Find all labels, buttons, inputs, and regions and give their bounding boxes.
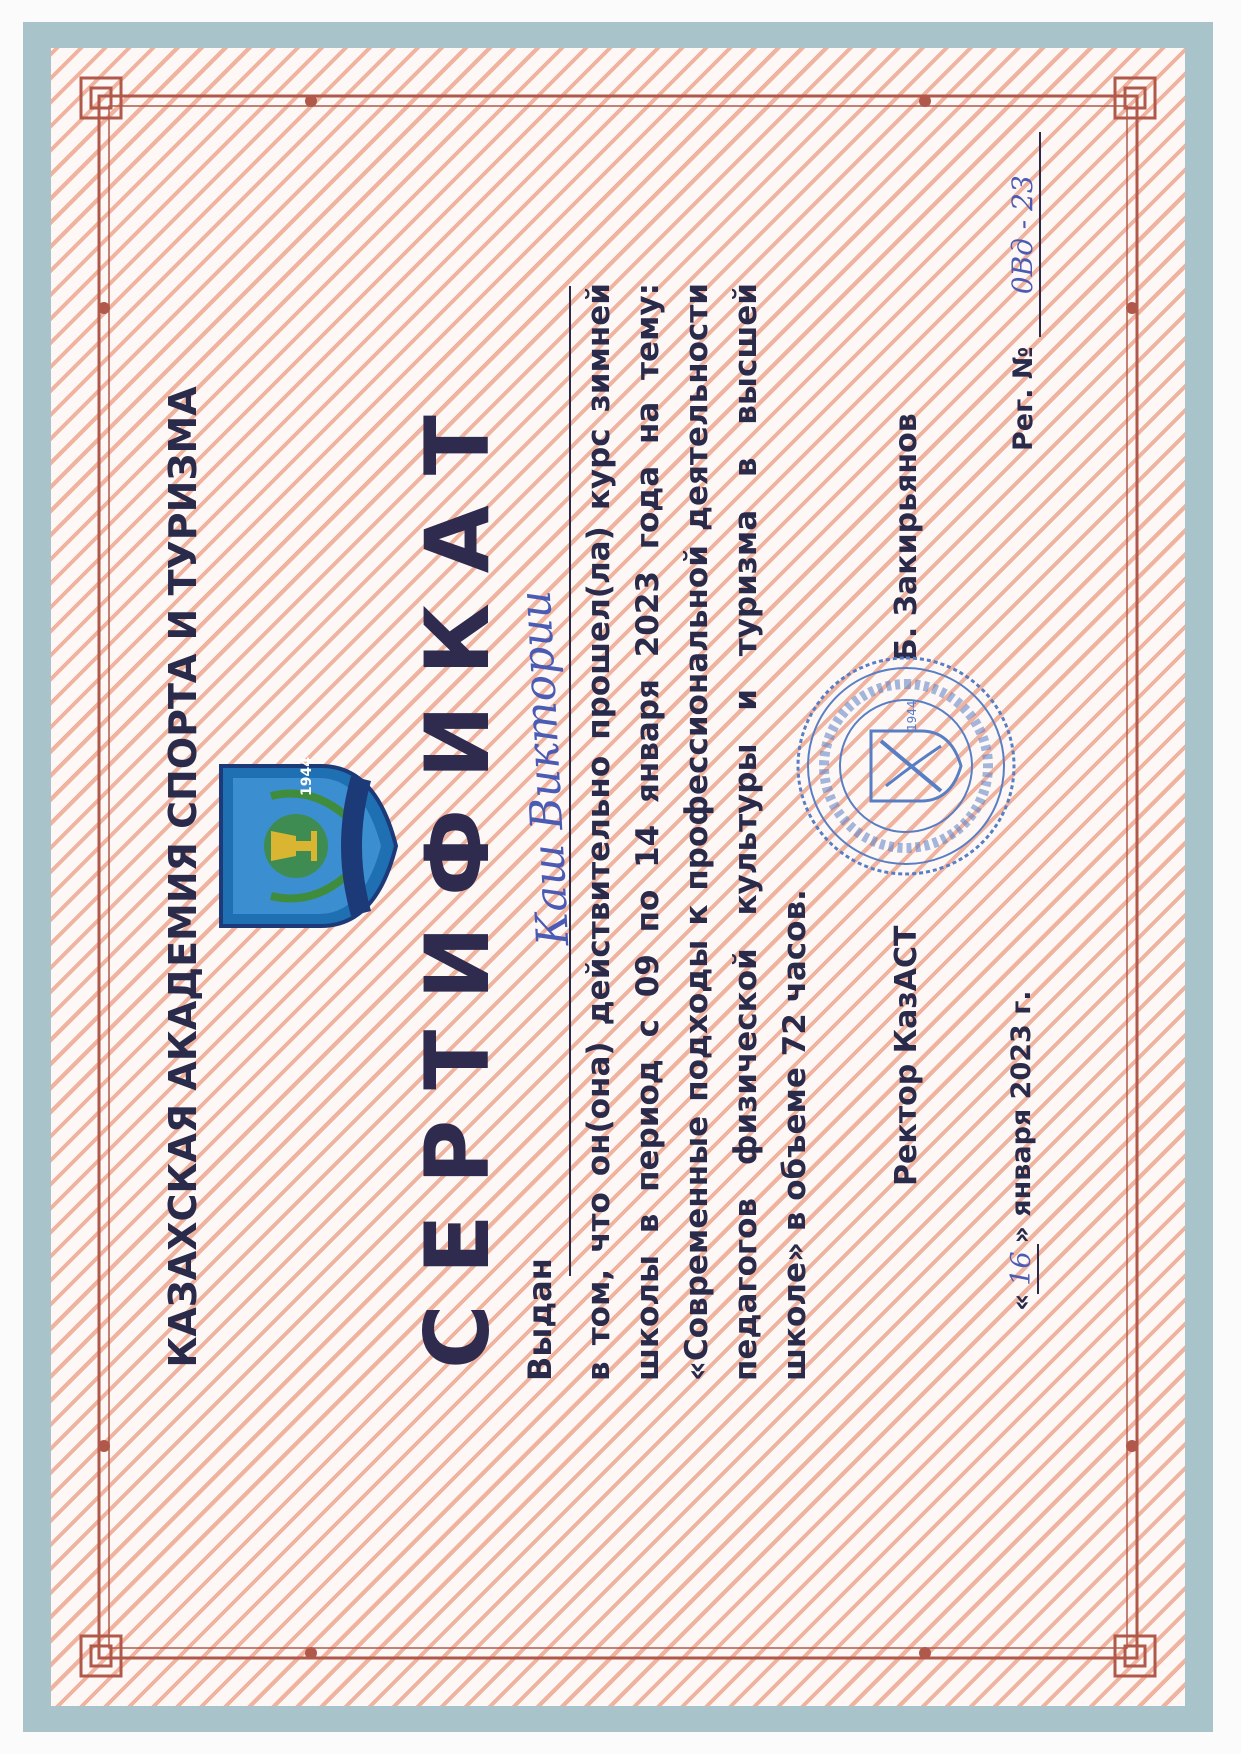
- date-month-year: » января 2023 г.: [1006, 990, 1037, 1244]
- certificate-title: СЕРТИФИКАТ: [406, 385, 509, 1369]
- recipient-name-handwritten: Каш Виктории: [509, 588, 580, 948]
- date-open-quote: «: [1006, 1293, 1037, 1311]
- certificate-content: [51, 48, 1185, 1706]
- academy-name: КАЗАХСКАЯ АКАДЕМИЯ СПОРТА И ТУРИЗМА: [161, 386, 205, 1368]
- rector-name: Б. Закирьянов: [889, 413, 924, 661]
- registration-number-block: [1006, 132, 1041, 451]
- seal-year: 1944: [905, 700, 919, 731]
- official-seal-icon: [791, 651, 1021, 881]
- emblem-year: 1944: [299, 757, 315, 796]
- rector-label: Ректор КазАСТ: [889, 925, 924, 1186]
- issue-date: [1006, 990, 1039, 1311]
- issued-label: Выдан: [521, 1258, 559, 1381]
- academy-emblem-icon: [211, 746, 401, 946]
- date-day-handwritten: 16: [1006, 1244, 1039, 1294]
- reg-label: Рег. №: [1008, 346, 1039, 451]
- certificate-border: [23, 22, 1213, 1732]
- reg-number-handwritten: 0Вд - 23: [1006, 132, 1041, 337]
- certificate-paper: [51, 48, 1185, 1706]
- certificate-body-text: в том, что он(она) действительно прошел(ла) курс зимней школы в период с 09 по 14 января 2023 года на тему: «Современные подходы к профессиональной деятельности педагогов физической культуры и туризма в высшей школе» в объеме 72 часов.: [581, 283, 813, 1381]
